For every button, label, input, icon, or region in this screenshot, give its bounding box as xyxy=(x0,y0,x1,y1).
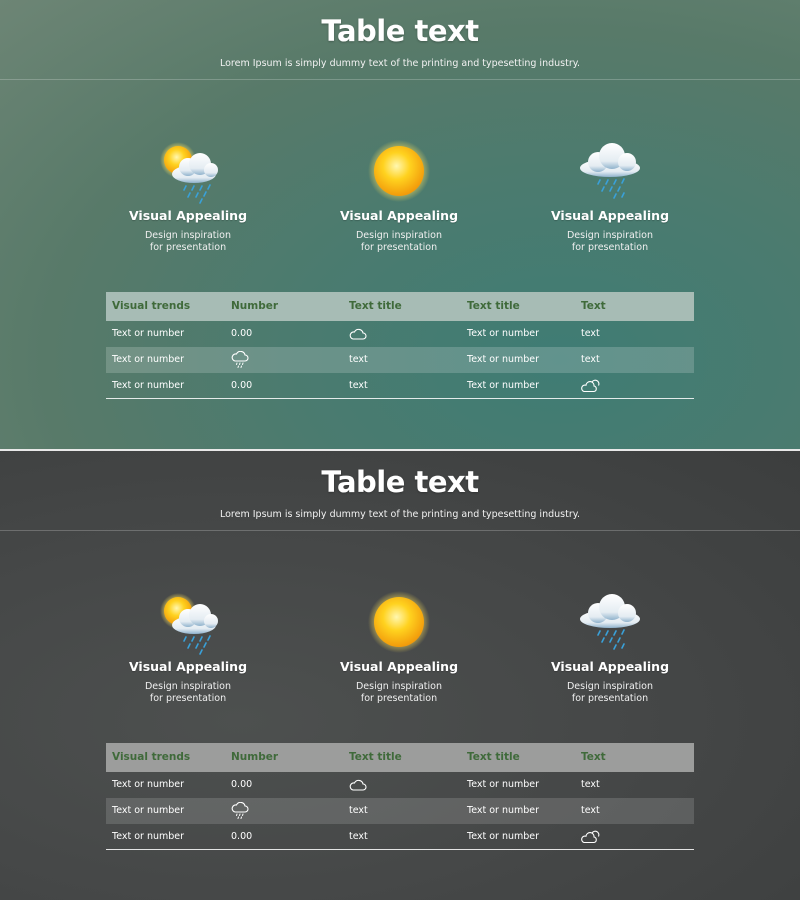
table-cell xyxy=(231,798,249,824)
table-cell: 0.00 xyxy=(231,831,253,842)
feature-title: Visual Appealing xyxy=(128,659,248,674)
cloud-rain-icon xyxy=(570,140,650,206)
table-row xyxy=(106,824,694,850)
sun-cloud-rain-icon xyxy=(148,140,228,206)
table-cell xyxy=(581,373,601,399)
feature-title: Visual Appealing xyxy=(550,659,670,674)
table-cell: text xyxy=(581,328,600,339)
table-row xyxy=(106,772,694,798)
table-cell: text xyxy=(581,354,600,365)
cloud-rain-icon xyxy=(570,591,650,657)
feature-description: Design inspiration for presentation xyxy=(355,230,443,253)
column-header: Visual trends xyxy=(112,300,191,312)
feature-card xyxy=(520,140,700,254)
table-cell: text xyxy=(349,354,368,365)
table-row xyxy=(106,798,694,824)
table-cell: text xyxy=(349,805,368,816)
feature-title: Visual Appealing xyxy=(339,659,459,674)
feature-card xyxy=(309,591,489,705)
feature-description: Design inspiration for presentation xyxy=(566,230,654,253)
table-cell: Text or number xyxy=(112,779,185,790)
data-table xyxy=(106,743,694,850)
column-header: Text title xyxy=(349,300,402,312)
column-header: Number xyxy=(231,751,279,763)
table-cell: Text or number xyxy=(467,779,540,790)
table-cell xyxy=(581,824,601,850)
column-header: Text title xyxy=(349,751,402,763)
table-cell xyxy=(349,321,367,347)
feature-card xyxy=(520,591,700,705)
table-cell: Text or number xyxy=(112,328,185,339)
table-cell: 0.00 xyxy=(231,779,253,790)
sun-icon xyxy=(366,140,432,206)
feature-description: Design inspiration for presentation xyxy=(144,230,232,253)
sun-icon xyxy=(366,591,432,657)
table-cell: Text or number xyxy=(467,831,540,842)
column-header: Text title xyxy=(467,751,520,763)
divider xyxy=(0,530,800,531)
slide-1 xyxy=(0,0,800,449)
page-subtitle: Lorem Ipsum is simply dummy text of the printing and typesetting industry. xyxy=(219,58,581,69)
table-cell: 0.00 xyxy=(231,380,253,391)
cloud-outline-icon xyxy=(349,778,367,792)
table-header-row xyxy=(106,292,694,321)
sun-cloud-rain-icon xyxy=(148,591,228,657)
table-cell xyxy=(231,347,249,373)
divider xyxy=(0,79,800,80)
column-header: Text title xyxy=(467,300,520,312)
feature-card xyxy=(309,140,489,254)
column-header: Text xyxy=(581,751,606,763)
feature-description: Design inspiration for presentation xyxy=(566,681,654,704)
table-cell xyxy=(349,772,367,798)
table-cell: text xyxy=(581,805,600,816)
column-header: Text xyxy=(581,300,606,312)
table-cell: text xyxy=(581,779,600,790)
table-row xyxy=(106,321,694,347)
table-cell: Text or number xyxy=(112,805,185,816)
table-cell: text xyxy=(349,380,368,391)
page-title: Table text xyxy=(321,465,479,499)
table-cell: text xyxy=(349,831,368,842)
slide-2 xyxy=(0,451,800,900)
page-subtitle: Lorem Ipsum is simply dummy text of the printing and typesetting industry. xyxy=(219,509,581,520)
table-row xyxy=(106,373,694,399)
cloud-outline-icon xyxy=(349,327,367,341)
feature-card xyxy=(98,140,278,254)
cloud-rain-outline-icon xyxy=(231,351,249,369)
cloud-rain-outline-icon xyxy=(231,802,249,820)
table-cell: Text or number xyxy=(112,380,185,391)
data-table xyxy=(106,292,694,399)
feature-description: Design inspiration for presentation xyxy=(355,681,443,704)
feature-description: Design inspiration for presentation xyxy=(144,681,232,704)
page-title: Table text xyxy=(321,14,479,48)
table-cell: Text or number xyxy=(467,354,540,365)
feature-title: Visual Appealing xyxy=(550,208,670,223)
table-cell: Text or number xyxy=(467,805,540,816)
sun-cloud-outline-icon xyxy=(581,379,601,393)
feature-title: Visual Appealing xyxy=(128,208,248,223)
column-header: Visual trends xyxy=(112,751,191,763)
table-cell: Text or number xyxy=(467,328,540,339)
table-cell: Text or number xyxy=(112,354,185,365)
feature-card xyxy=(98,591,278,705)
table-row xyxy=(106,347,694,373)
sun-cloud-outline-icon xyxy=(581,830,601,844)
feature-title: Visual Appealing xyxy=(339,208,459,223)
column-header: Number xyxy=(231,300,279,312)
table-cell: Text or number xyxy=(112,831,185,842)
table-cell: 0.00 xyxy=(231,328,253,339)
table-header-row xyxy=(106,743,694,772)
table-cell: Text or number xyxy=(467,380,540,391)
